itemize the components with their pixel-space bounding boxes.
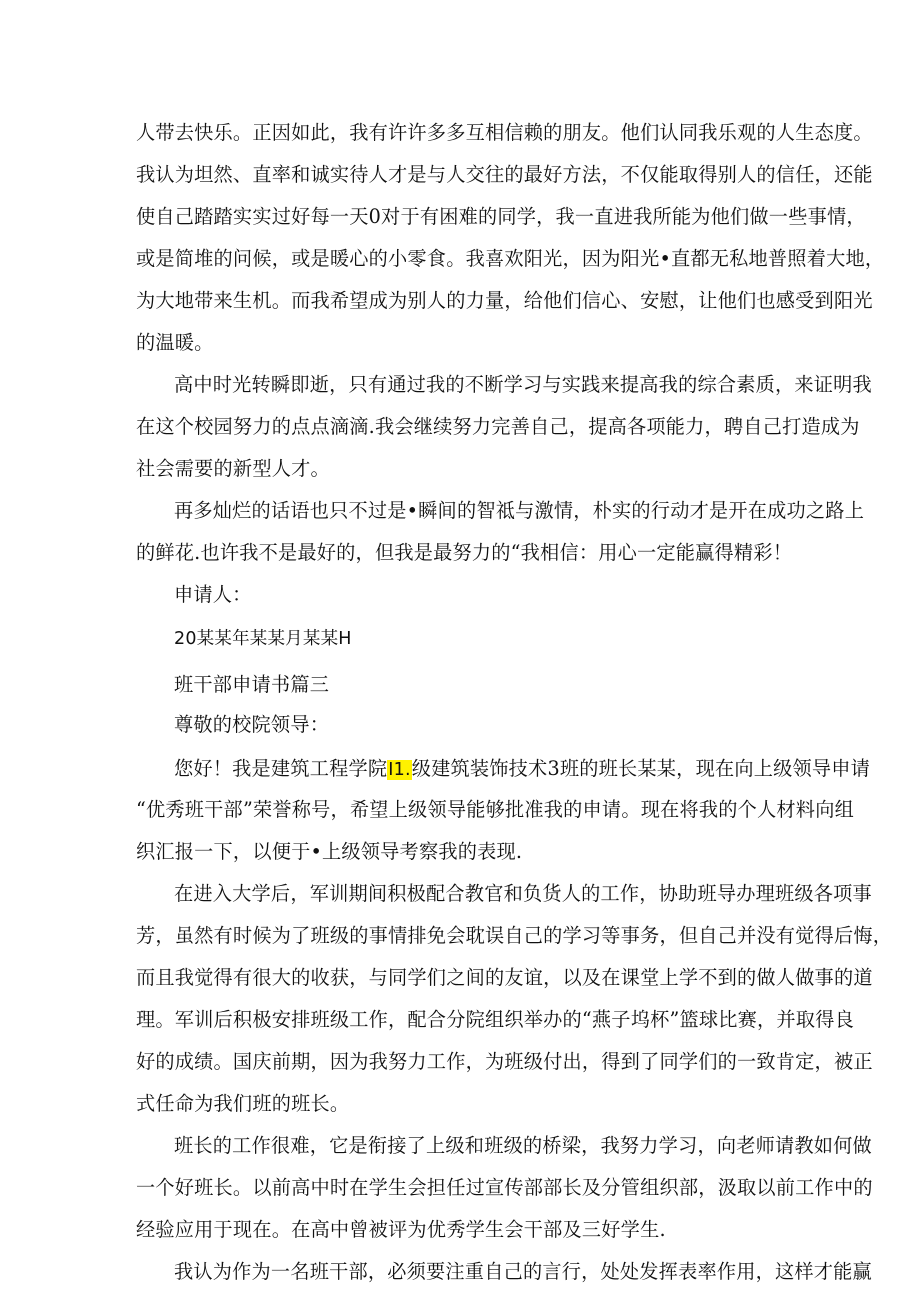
intro-line [174,757,870,782]
paragraph-line: 的鲜花.也许我不是最好的，但我是最努力的“我相信：用心一定能赢得精彩！ [136,541,793,564]
paragraph-line: “优秀班干部”荣誉称号，希望上级领导能够批准我的申请。现在将我的个人材料向组 [136,798,854,821]
paragraph-line: 为大地带来生机。而我希望成为别人的力量，给他们信心、安慰，让他们也感受到阳光 [136,289,873,312]
paragraph-line: 而且我觉得有很大的收获，与同学们之间的友谊，以及在课堂上学不到的做人做事的道 [136,966,873,989]
paragraph-line: 理。军训后积极安排班级工作，配合分院组织举办的“燕子坞杯”篮球比赛，并取得良 [136,1008,854,1031]
paragraph-line: 我认为作为一名班干部，必须要注重自己的言行，处处发挥表率作用，这样才能赢 [174,1260,872,1283]
paragraph-line: 人带去快乐。正因如此，我有许许多多互相信赖的朋友。他们认同我乐观的人生态度。 [136,121,873,144]
paragraph-line: 经验应用于现在。在高中曾被评为优秀学生会干部及三好学生. [136,1218,666,1241]
paragraph-line: 式任命为我们班的班长。 [136,1092,350,1115]
paragraph-line: 一个好班长。以前高中时在学生会担任过宣传部部长及分管组织部，汲取以前工作中的 [136,1176,873,1199]
paragraph-line: 或是简堆的问候，或是暖心的小零食。我喜欢阳光，因为阳光•直都无私地普照着大地， [136,247,885,270]
applicant-label: 申请人： [174,583,252,606]
paragraph-line: 班长的工作很难，它是衔接了上级和班级的桥梁，我努力学习，向老师请教如何做 [174,1134,872,1157]
intro-text-after: 级建筑装饰技术3班的班长某某，现在向上级领导申请 [411,757,871,780]
paragraph-line: 在这个校园努力的点点滴滴.我会继续努力完善自己，提高各项能力，聘自己打造成为 [136,415,860,438]
paragraph-line: 再多灿烂的话语也只不过是•瞬间的智祗与激情，朴实的行动才是开在成功之路上 [174,499,865,522]
paragraph-line: 好的成绩。国庆前期，因为我努力工作，为班级付出，得到了同学们的一致肯定，被正 [136,1050,873,1073]
salutation: 尊敬的校院领导： [174,713,330,736]
paragraph-line: 在进入大学后，军训期间积极配合教官和负货人的工作，协助班导办理班级各项事 [174,882,872,905]
paragraph-line: 我认为坦然、直率和诚实待人才是与人交往的最好方法，不仅能取得别人的信任，还能 [136,163,873,186]
paragraph-line: 的温暖。 [136,331,214,354]
section-title: 班干部申请书篇三 [174,673,330,696]
highlighted-text: I1. [388,760,411,780]
paragraph-line: 高中时光转瞬即逝，只有通过我的不断学习与实践来提高我的综合素质，来证明我 [174,373,872,396]
paragraph-line: 芳，虽然有时候为了班级的事情排免会耽误自己的学习等事务，但自己并没有觉得后悔， [136,924,893,947]
intro-text-before: 您好！我是建筑工程学院 [174,757,388,780]
paragraph-line: 社会需要的新型人才。 [136,457,330,480]
paragraph-line: 织汇报一下，以便于•上级领导考察我的表现. [136,840,523,863]
date-line: 20某某年某某月某某H [174,629,352,649]
paragraph-line: 使自己踏踏实实过好每一天0对于有困难的同学，我一直进我所能为他们做一些事情， [136,205,866,228]
